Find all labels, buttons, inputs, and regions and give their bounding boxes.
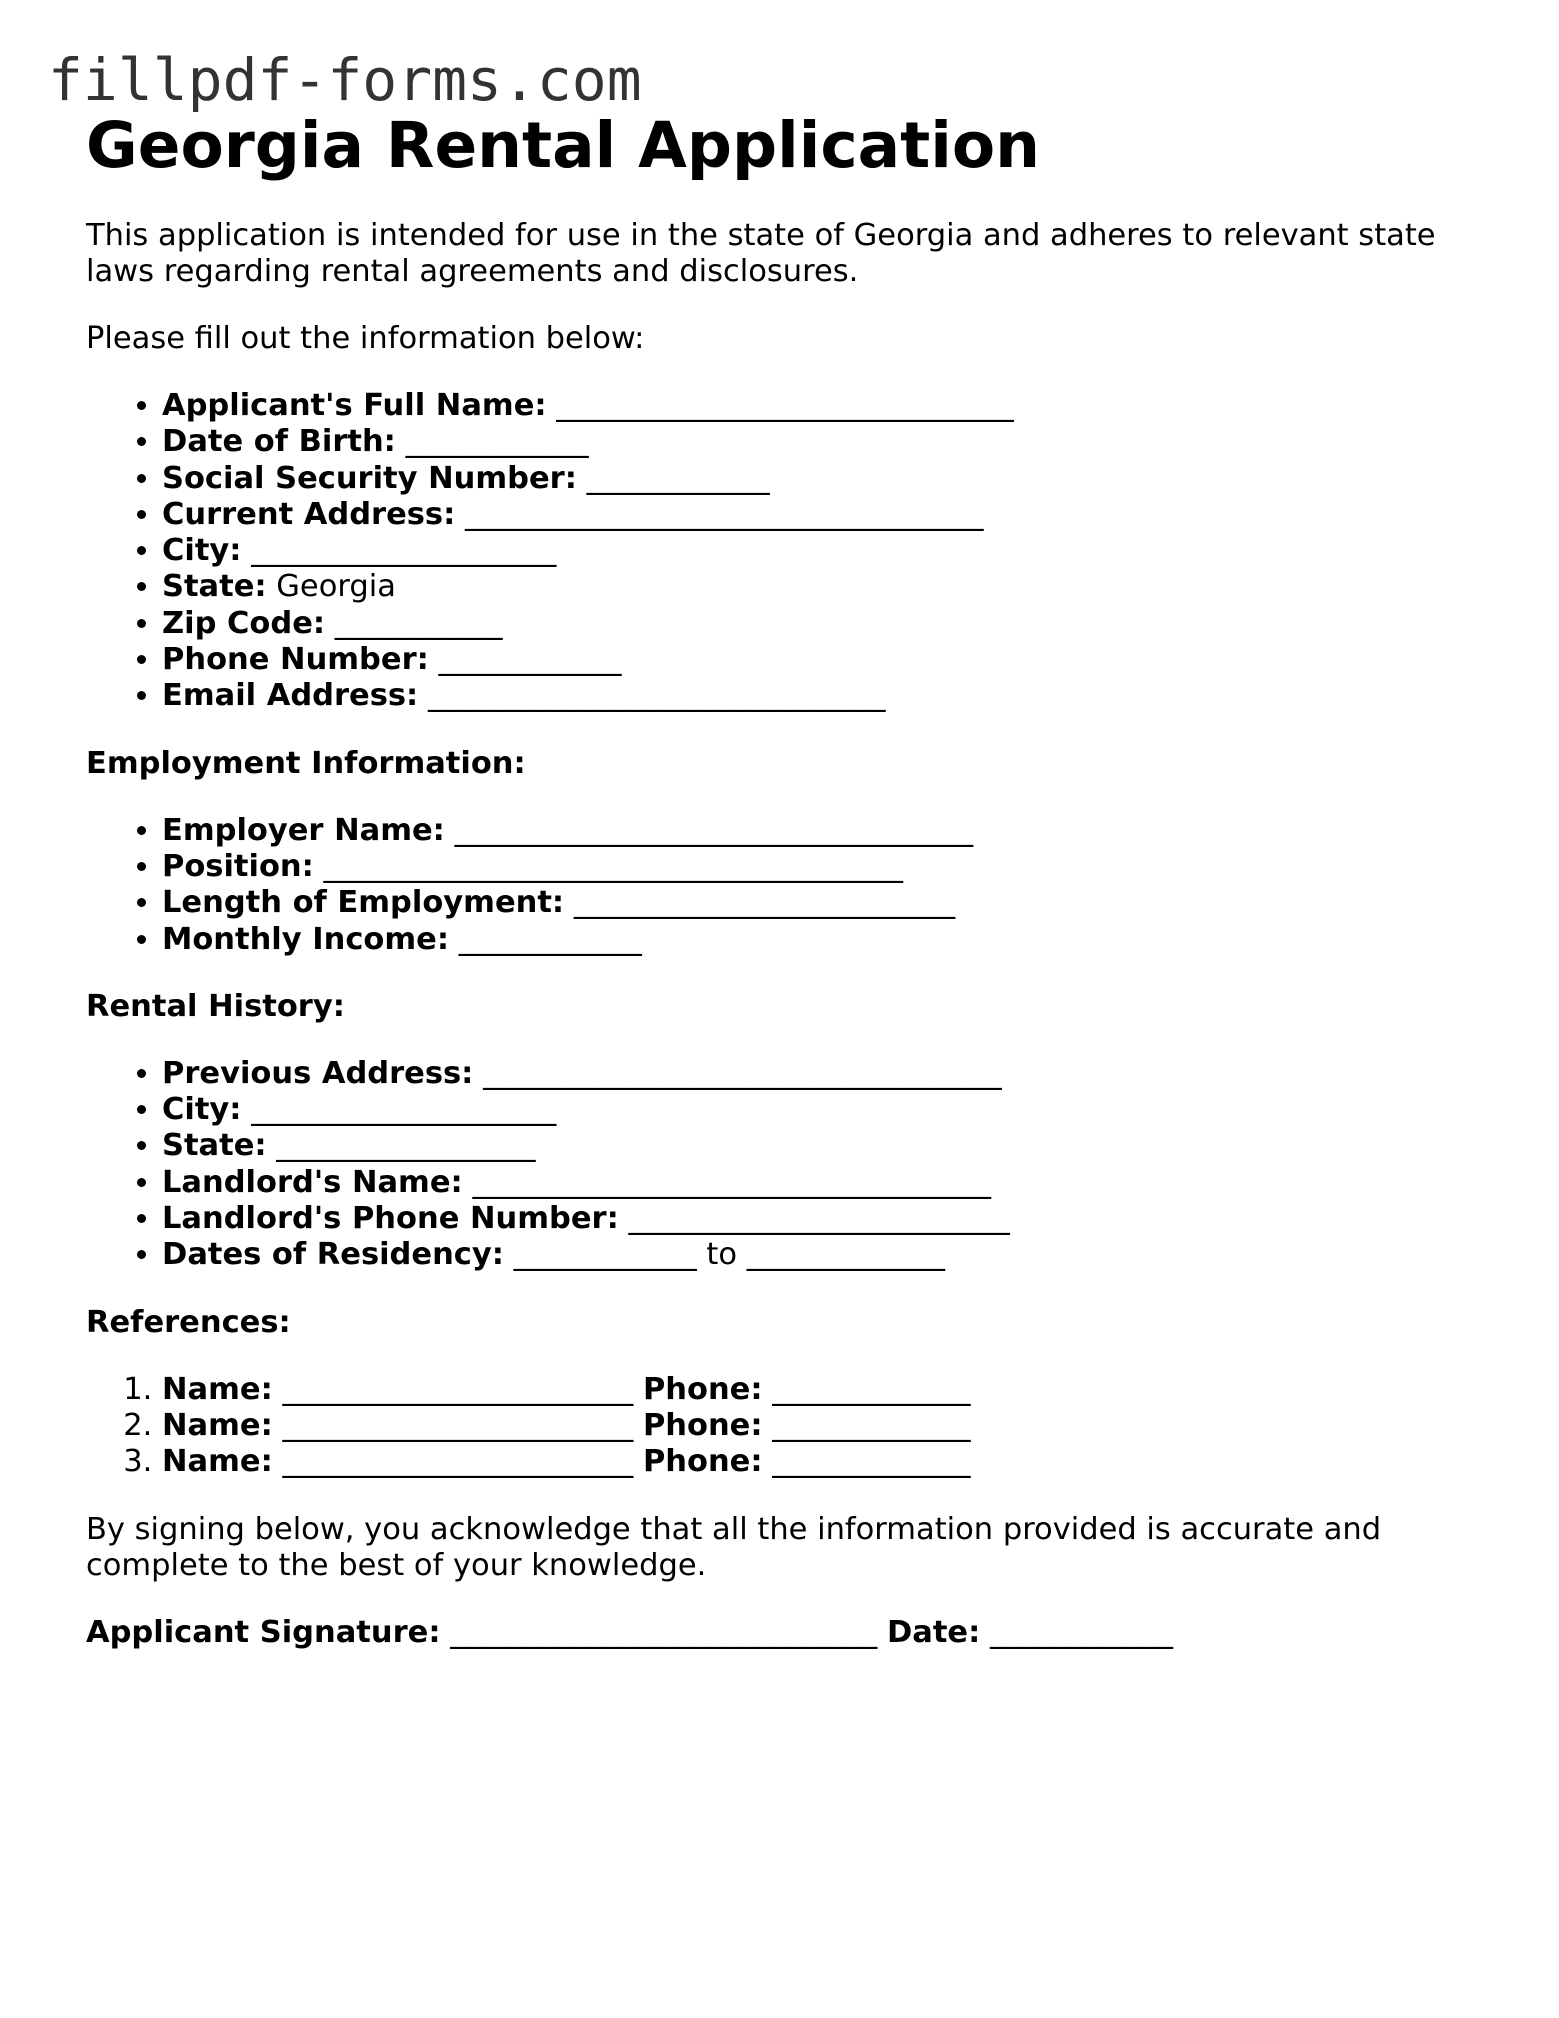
field-previous-address bbox=[162, 1056, 1486, 1092]
watermark: fillpdf-forms.com bbox=[48, 46, 642, 114]
field-label: Social Security Number: bbox=[162, 460, 577, 496]
form-page bbox=[86, 108, 1486, 1651]
field-previous-city bbox=[162, 1092, 1486, 1128]
rental-history-heading: Rental History: bbox=[86, 988, 345, 1024]
field-label: Landlord's Phone Number: bbox=[162, 1201, 619, 1237]
signature-row bbox=[86, 1615, 1486, 1651]
residency-from-blank[interactable]: ____________ bbox=[513, 1237, 697, 1273]
reference-name-blank[interactable]: _______________________ bbox=[282, 1444, 634, 1480]
field-label: Monthly Income: bbox=[162, 921, 450, 957]
field-monthly-income bbox=[162, 922, 1486, 958]
acknowledgement-text: By signing below, you acknowledge that all the information provided is accurate and complete to the best of your knowledge. bbox=[86, 1511, 1382, 1583]
field-state bbox=[162, 569, 1486, 605]
field-label: Applicant's Full Name: bbox=[162, 388, 547, 423]
field-ssn bbox=[162, 461, 1486, 497]
signature-label: Applicant Signature: bbox=[86, 1614, 441, 1650]
length-of-employment-blank[interactable]: _________________________ bbox=[573, 885, 956, 921]
field-city bbox=[162, 533, 1486, 569]
field-label: Length of Employment: bbox=[162, 885, 565, 921]
reference-phone-label: Phone: bbox=[642, 1407, 763, 1443]
signature-date-label: Date: bbox=[886, 1614, 981, 1650]
references-heading: References: bbox=[86, 1304, 291, 1340]
field-zip-code bbox=[162, 606, 1486, 642]
field-email-address bbox=[162, 678, 1486, 714]
employer-name-blank[interactable]: __________________________________ bbox=[454, 812, 974, 848]
phone-number-blank[interactable]: ____________ bbox=[438, 642, 622, 678]
monthly-income-blank[interactable]: ____________ bbox=[458, 921, 642, 957]
signature-date-blank[interactable]: ____________ bbox=[990, 1614, 1174, 1650]
field-label: Phone Number: bbox=[162, 642, 429, 678]
rental-history-fields-list bbox=[86, 1056, 1486, 1274]
field-position bbox=[162, 849, 1486, 885]
ssn-blank[interactable]: ____________ bbox=[586, 460, 770, 496]
reference-item bbox=[162, 1372, 1486, 1408]
field-landlord-phone bbox=[162, 1201, 1486, 1237]
field-dates-of-residency bbox=[162, 1237, 1486, 1273]
field-label: Landlord's Name: bbox=[162, 1164, 463, 1200]
instructions-text: Please fill out the information below: bbox=[86, 321, 645, 356]
current-address-blank[interactable]: __________________________________ bbox=[464, 496, 984, 532]
residency-to-blank[interactable]: _____________ bbox=[746, 1237, 945, 1273]
landlord-phone-blank[interactable]: _________________________ bbox=[628, 1201, 1010, 1237]
position-blank[interactable]: ______________________________________ bbox=[323, 848, 904, 884]
field-label: State: bbox=[162, 1128, 267, 1164]
residency-to-word: to bbox=[706, 1237, 737, 1273]
zip-code-blank[interactable]: ___________ bbox=[334, 605, 503, 641]
field-date-of-birth bbox=[162, 424, 1486, 460]
field-label: Date of Birth: bbox=[162, 424, 396, 460]
city-blank[interactable]: ____________________ bbox=[251, 533, 557, 569]
references-list bbox=[86, 1372, 1486, 1481]
field-label: Previous Address: bbox=[162, 1055, 474, 1091]
reference-name-blank[interactable]: _______________________ bbox=[282, 1407, 634, 1443]
date-of-birth-blank[interactable]: ____________ bbox=[405, 424, 589, 460]
signature-blank[interactable]: ____________________________ bbox=[450, 1614, 878, 1650]
reference-phone-blank[interactable]: _____________ bbox=[772, 1444, 971, 1480]
applicant-fields-list bbox=[86, 388, 1486, 715]
landlord-name-blank[interactable]: __________________________________ bbox=[472, 1164, 991, 1200]
reference-item bbox=[162, 1408, 1486, 1444]
reference-name-blank[interactable]: _______________________ bbox=[282, 1371, 634, 1407]
reference-name-label: Name: bbox=[162, 1407, 273, 1443]
state-value: Georgia bbox=[276, 569, 396, 605]
field-landlord-name bbox=[162, 1165, 1486, 1201]
field-employer-name bbox=[162, 813, 1486, 849]
field-length-of-employment bbox=[162, 885, 1486, 921]
field-current-address bbox=[162, 497, 1486, 533]
intro-text: This application is intended for use in the state of Georgia and adheres to relevant state laws regarding rental agreements and disclosures. bbox=[86, 218, 1436, 289]
field-label: Employer Name: bbox=[162, 812, 445, 848]
employment-heading: Employment Information: bbox=[86, 745, 526, 781]
reference-phone-blank[interactable]: _____________ bbox=[772, 1371, 971, 1407]
field-label: Dates of Residency: bbox=[162, 1237, 504, 1273]
reference-name-label: Name: bbox=[162, 1444, 273, 1480]
reference-phone-blank[interactable]: _____________ bbox=[772, 1407, 971, 1443]
field-phone-number bbox=[162, 642, 1486, 678]
email-address-blank[interactable]: ______________________________ bbox=[427, 678, 886, 714]
field-label: Email Address: bbox=[162, 678, 419, 714]
previous-state-blank[interactable]: _________________ bbox=[276, 1128, 536, 1164]
field-label: Position: bbox=[162, 848, 314, 884]
field-label: Zip Code: bbox=[162, 605, 326, 641]
previous-address-blank[interactable]: __________________________________ bbox=[483, 1055, 1002, 1091]
reference-name-label: Name: bbox=[162, 1371, 273, 1407]
field-label: City: bbox=[162, 1092, 242, 1128]
field-label: City: bbox=[162, 533, 242, 569]
full-name-blank[interactable]: ______________________________ bbox=[556, 388, 1014, 423]
field-full-name bbox=[162, 388, 1486, 424]
employment-fields-list bbox=[86, 813, 1486, 958]
reference-phone-label: Phone: bbox=[642, 1371, 763, 1407]
reference-item bbox=[162, 1444, 1486, 1480]
field-label: State: bbox=[162, 569, 267, 605]
field-label: Current Address: bbox=[162, 496, 456, 532]
previous-city-blank[interactable]: ____________________ bbox=[251, 1092, 557, 1128]
page-title: Georgia Rental Application bbox=[86, 109, 1041, 182]
field-previous-state bbox=[162, 1128, 1486, 1164]
reference-phone-label: Phone: bbox=[642, 1444, 763, 1480]
